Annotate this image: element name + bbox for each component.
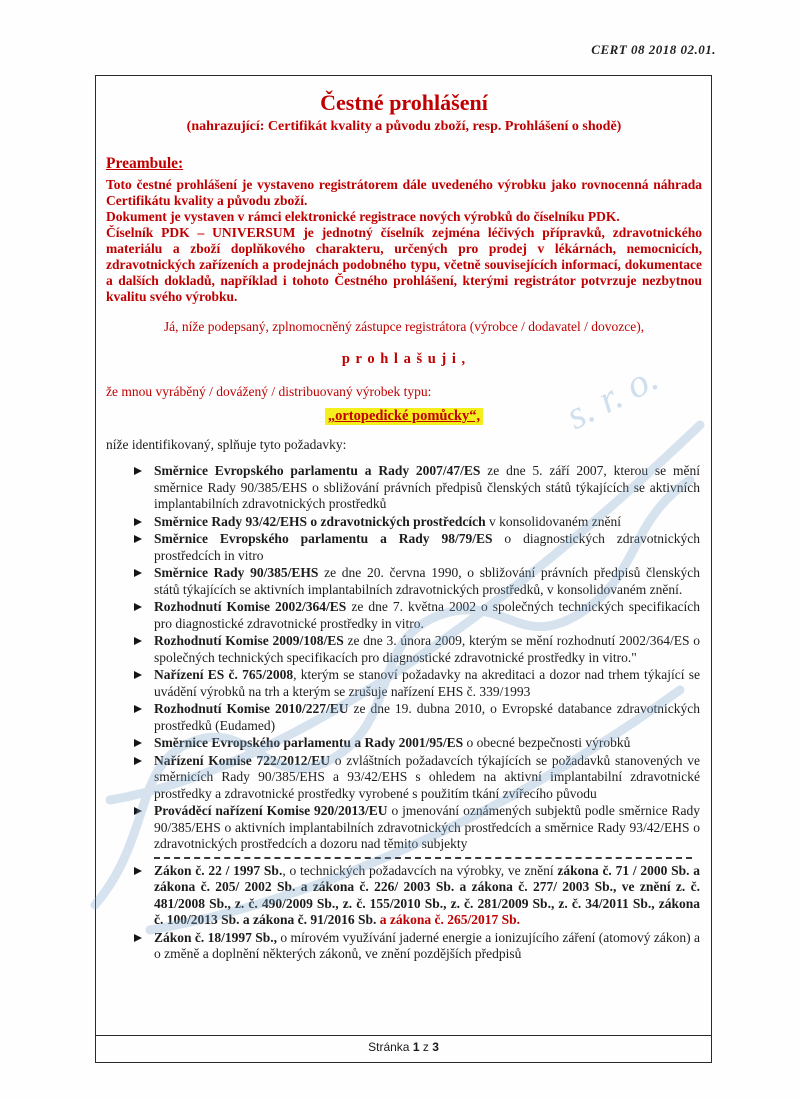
requirements-intro: níže identifikovaný, splňuje tyto požadavky: (106, 437, 347, 452)
directive-item (132, 667, 700, 700)
bullet-arrow-icon (134, 705, 142, 713)
directive-item (132, 463, 700, 513)
law-text: Zákon č. 18/1997 Sb., o mírovém využívání jaderné energie a ionizujícího záření (atomový zákon) a o změně a doplnění některých zákonů, ve znění pozdějších předpisů (154, 929, 700, 961)
preamble-paragraph-3: Číselník PDK – UNIVERSUM je jednotný číselník zejména léčivých přípravků, zdravotnického materiálu a zboží doplňkového charakteru, určených pro prodej v lékárnách, nemocnicích, zdravotnických zařízeních a prodejnách podobného typu, včetně souvisejících informací, dokumentace a dalších dokladů, například i tohoto Čestného prohlášení, kterými registrátor potvrzuje nezbytnou kvalitu svého výrobku. (106, 225, 702, 304)
bullet-arrow-icon (134, 671, 142, 679)
bullet-arrow-icon (134, 637, 142, 645)
directive-item (132, 531, 700, 564)
preamble-heading: Preambule: (106, 155, 184, 172)
product-name-line (106, 407, 702, 425)
declaration-verb: p r o h l a š u j i , (341, 351, 467, 367)
directive-text: Směrnice Rady 90/385/EHS ze dne 20. června 1990, o sbližování právních předpisů členských států týkajících se aktivních implantabilních zdravotnických prostředků, v konsolidovaném znění. (154, 565, 700, 597)
directive-item (132, 633, 700, 666)
page-number: Stránka 1 z 3 (96, 1035, 711, 1062)
bullet-arrow-icon (134, 603, 142, 611)
bullet-arrow-icon (134, 535, 142, 543)
directive-text: Rozhodnutí Komise 2010/227/EU ze dne 19. dubna 2010, o Evropské databance zdravotnických prostředků (Eudamed) (154, 701, 700, 733)
law-text: Zákon č. 22 / 1997 Sb., o technických požadavcích na výrobky, ve znění zákona č. 71 / 2000 Sb. a zákona č. 205/ 2002 Sb. a zákona č. 226/ 2003 Sb. a zákona č. 277/ 2003 Sb., ve znění z. č. 481/2008 Sb., z. č. 490/2009 Sb., z. č. 155/2010 Sb., z. č. 281/2009 Sb., z. č. 34/2011 Sb., zákona č. 100/2013 Sb. a zákona č. 91/2016 Sb. a zákona č. 265/2017 Sb. (154, 862, 700, 927)
directive-text: Prováděcí nařízení Komise 920/2013/EU o jmenování oznámených subjektů podle směrnice Rady 90/385/EHS o aktivních implantabilních zdravotnických prostředcích a směrnice Rady 93/42/EHS o zdravotnických prostředcích a dozoru nad těmito subjekty (154, 803, 701, 851)
directive-item (132, 753, 700, 803)
directive-item (132, 803, 700, 853)
directive-text: Směrnice Evropského parlamentu a Rady 2007/47/ES ze dne 5. září 2007, kterou se mění směrnice Rady 90/385/EHS o sbližování právních předpisů členských států týkajících se aktivních implantabilních zdravotnických prostředků (154, 463, 700, 511)
product-name-highlight: „ortopedické pomůcky“, (325, 408, 483, 425)
directive-text: Rozhodnutí Komise 2002/364/ES ze dne 7. května 2002 o společných technických specifikacích pro diagnostické zdravotnické prostředky in vitro. (154, 599, 701, 631)
directive-text: Nařízení Komise 722/2012/EU o zvláštních požadavcích týkajících se požadavků stanovených ve směrnicích Rady 90/385/EHS a 93/42/EHS s ohledem na aktivní implantabilní zdravotnické prostředky a zdravotnické prostředky vyrobené s použitím tkání zvířecího původu (154, 752, 700, 801)
directive-item (132, 514, 700, 531)
bullet-arrow-icon (134, 467, 142, 475)
law-item (132, 863, 700, 929)
bullet-arrow-icon (134, 807, 142, 815)
directive-item (132, 701, 700, 734)
preamble-paragraph-2: Dokument je vystaven v rámci elektronické registrace nových výrobků do číselníku PDK. (106, 209, 620, 224)
directive-text: Nařízení ES č. 765/2008, kterým se stanoví požadavky na akreditaci a dozor nad trhem týkající se uvádění výrobků na trh a kterým se zrušuje nařízení EHS č. 339/1993 (154, 667, 701, 699)
bullet-arrow-icon (134, 934, 142, 942)
directive-item (132, 735, 700, 752)
page-subtitle: (nahrazující: Certifikát kvality a původu zboží, resp. Prohlášení o shodě) (186, 119, 622, 134)
page-frame (95, 75, 712, 1063)
preamble-paragraph-1: Toto čestné prohlášení je vystaveno registrátorem dále uvedeného výrobku jako rovnocenná náhrada Certifikátu kvality a původu zboží. (106, 177, 702, 208)
bullet-arrow-icon (134, 867, 142, 875)
declaration-intro: Já, níže podepsaný, zplnomocněný zástupce registrátora (výrobce / dodavatel / dovozce), (163, 319, 645, 334)
directive-text: Směrnice Evropského parlamentu a Rady 2001/95/ES o obecné bezpečnosti výrobků (154, 735, 631, 750)
bullet-arrow-icon (134, 518, 142, 526)
directive-item (132, 565, 700, 598)
watermark-text: s. r. o. (558, 354, 666, 439)
directive-text: Směrnice Evropského parlamentu a Rady 98/79/ES o diagnostických zdravotnických prostředcích in vitro (154, 531, 700, 563)
doc-code: CERT 08 2018 02.01. (591, 42, 716, 57)
directive-text: Rozhodnutí Komise 2009/108/ES ze dne 3. února 2009, kterým se mění rozhodnutí 2002/364/ES o společných technických specifikacích pro diagnostické zdravotnické prostředky in vitro." (154, 633, 700, 665)
directives-list (106, 463, 702, 853)
product-type-intro: že mnou vyráběný / dovážený / distribuovaný výrobek typu: (106, 384, 432, 399)
directive-item (132, 599, 700, 632)
bullet-arrow-icon (134, 569, 142, 577)
dashed-separator (154, 857, 692, 859)
directive-text: Směrnice Rady 93/42/EHS o zdravotnických prostředcích v konsolidovaném znění (154, 513, 621, 529)
bullet-arrow-icon (134, 757, 142, 765)
page-title: Čestné prohlášení (320, 90, 488, 115)
laws-list (106, 863, 702, 963)
bullet-arrow-icon (134, 739, 142, 747)
law-item (132, 930, 700, 963)
